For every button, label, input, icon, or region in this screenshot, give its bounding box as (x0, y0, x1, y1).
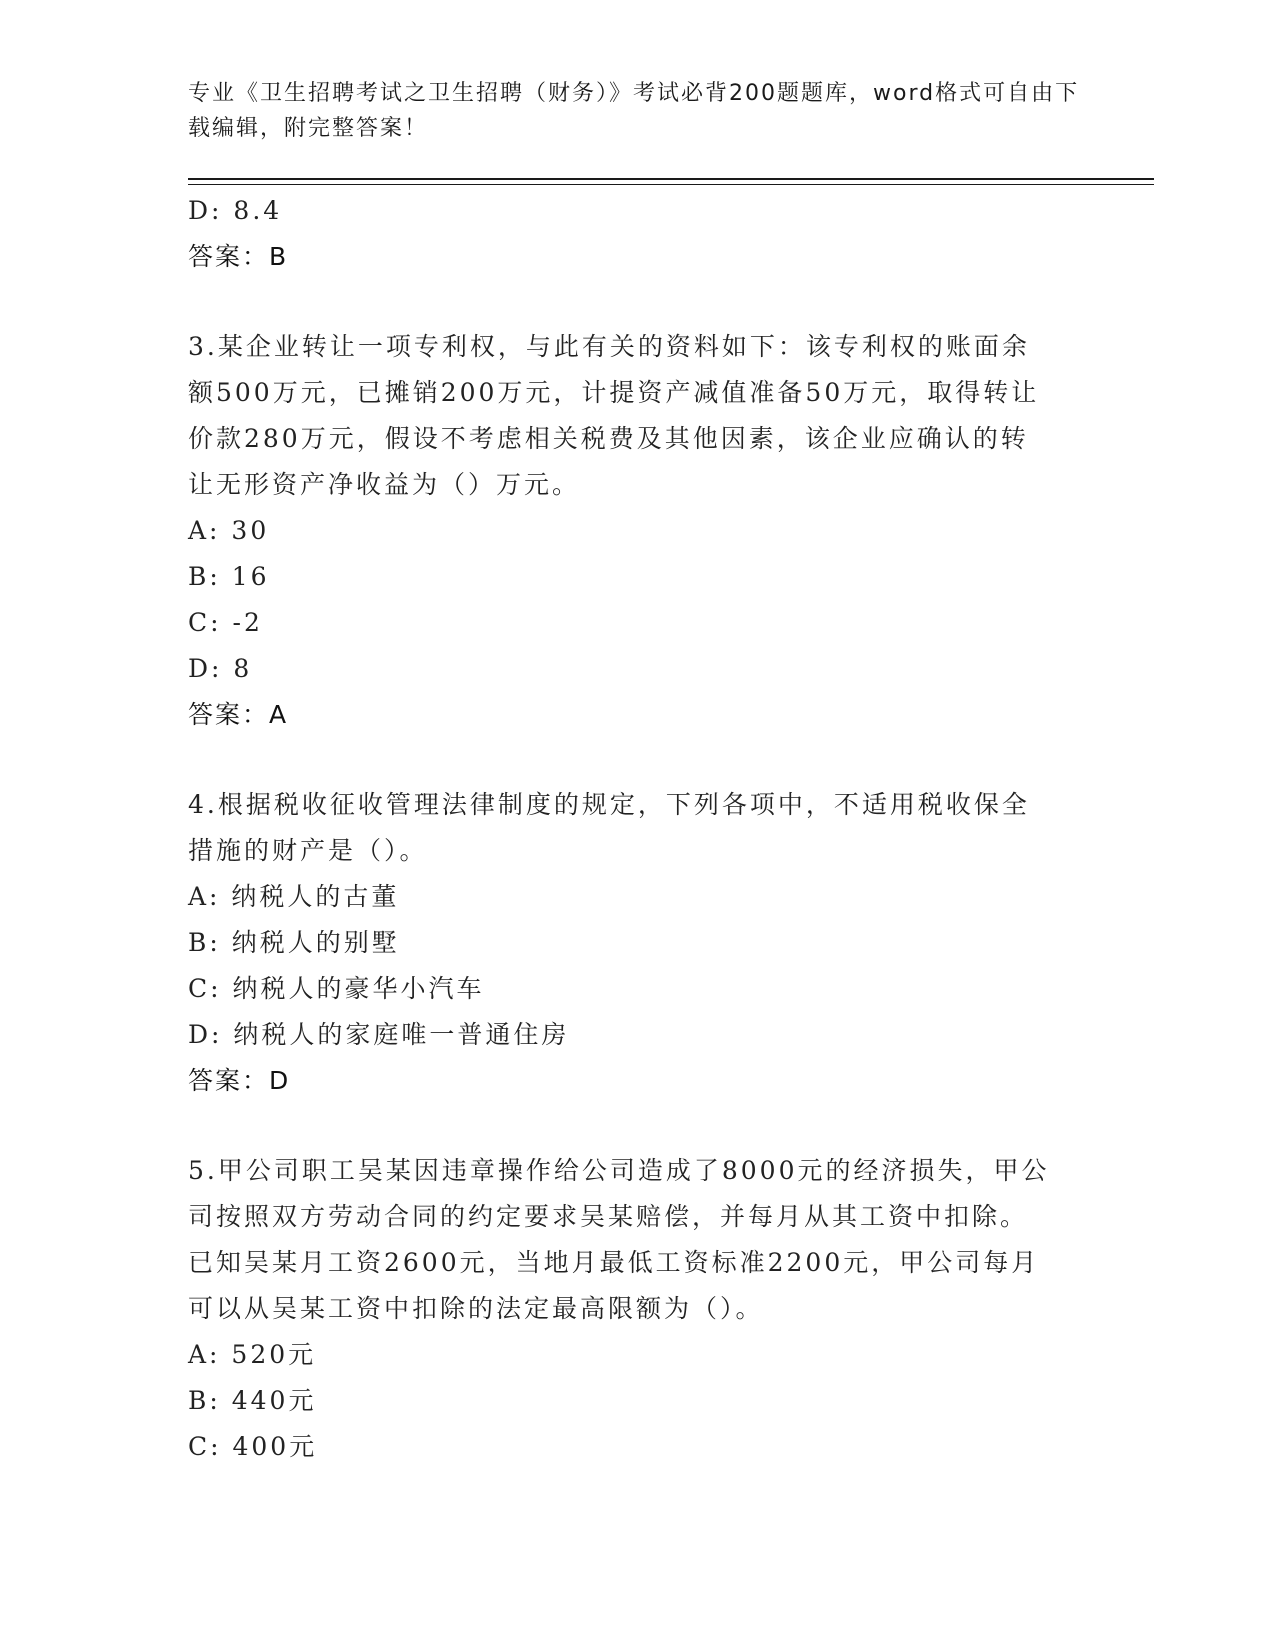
option-b: B: 440元 (188, 1386, 317, 1415)
option-c: C: -2 (188, 608, 263, 637)
document-body (188, 188, 1088, 1470)
question-3 (188, 324, 1088, 738)
question-4 (188, 782, 1088, 1104)
option-d: D: 纳税人的家庭唯一普通住房 (188, 1020, 570, 1049)
option-b: B: 16 (188, 562, 270, 591)
question-text-line: 已知吴某月工资2600元，当地月最低工资标准2200元，甲公司每月 (188, 1248, 1040, 1277)
spacer (188, 738, 1088, 782)
question-text-line: 4.根据税收征收管理法律制度的规定，下列各项中，不适用税收保全 (188, 790, 1030, 819)
option-d: D: 8 (188, 654, 253, 683)
question-5 (188, 1148, 1088, 1470)
document-header (188, 76, 1088, 146)
option-c: C: 400元 (188, 1432, 318, 1461)
option-c: C: 纳税人的豪华小汽车 (188, 974, 485, 1003)
option-a: A: 30 (188, 516, 270, 545)
question-2-tail (188, 188, 1088, 280)
question-text-line: 3.某企业转让一项专利权，与此有关的资料如下：该专利权的账面余 (188, 332, 1030, 361)
header-divider-thin (188, 184, 1154, 185)
option-a: A: 纳税人的古董 (188, 882, 400, 911)
question-text-line: 司按照双方劳动合同的约定要求吴某赔偿，并每月从其工资中扣除。 (188, 1202, 1029, 1231)
spacer (188, 1104, 1088, 1148)
header-divider-thick (188, 178, 1154, 180)
question-text-line: 让无形资产净收益为（）万元。 (188, 470, 581, 499)
question-text-line: 措施的财产是（）。 (188, 836, 428, 865)
option-a: A: 520元 (188, 1340, 317, 1369)
spacer (188, 280, 1088, 324)
question-text-line: 5.甲公司职工吴某因违章操作给公司造成了8000元的经济损失，甲公 (188, 1156, 1050, 1185)
answer-line: 答案：B (188, 242, 289, 271)
question-text-line: 价款280万元，假设不考虑相关税费及其他因素，该企业应确认的转 (188, 424, 1029, 453)
question-text-line: 可以从吴某工资中扣除的法定最高限额为（）。 (188, 1294, 764, 1323)
document-title: 专业《卫生招聘考试之卫生招聘（财务）》考试必背200题题库，word格式可自由下载编辑，附完整答案！ (188, 81, 1080, 141)
option-b: B: 纳税人的别墅 (188, 928, 400, 957)
question-text-line: 额500万元，已摊销200万元，计提资产减值准备50万元，取得转让 (188, 378, 1040, 407)
answer-line: 答案：D (188, 1066, 291, 1095)
option-d: D: 8.4 (188, 196, 283, 225)
answer-line: 答案：A (188, 700, 289, 729)
